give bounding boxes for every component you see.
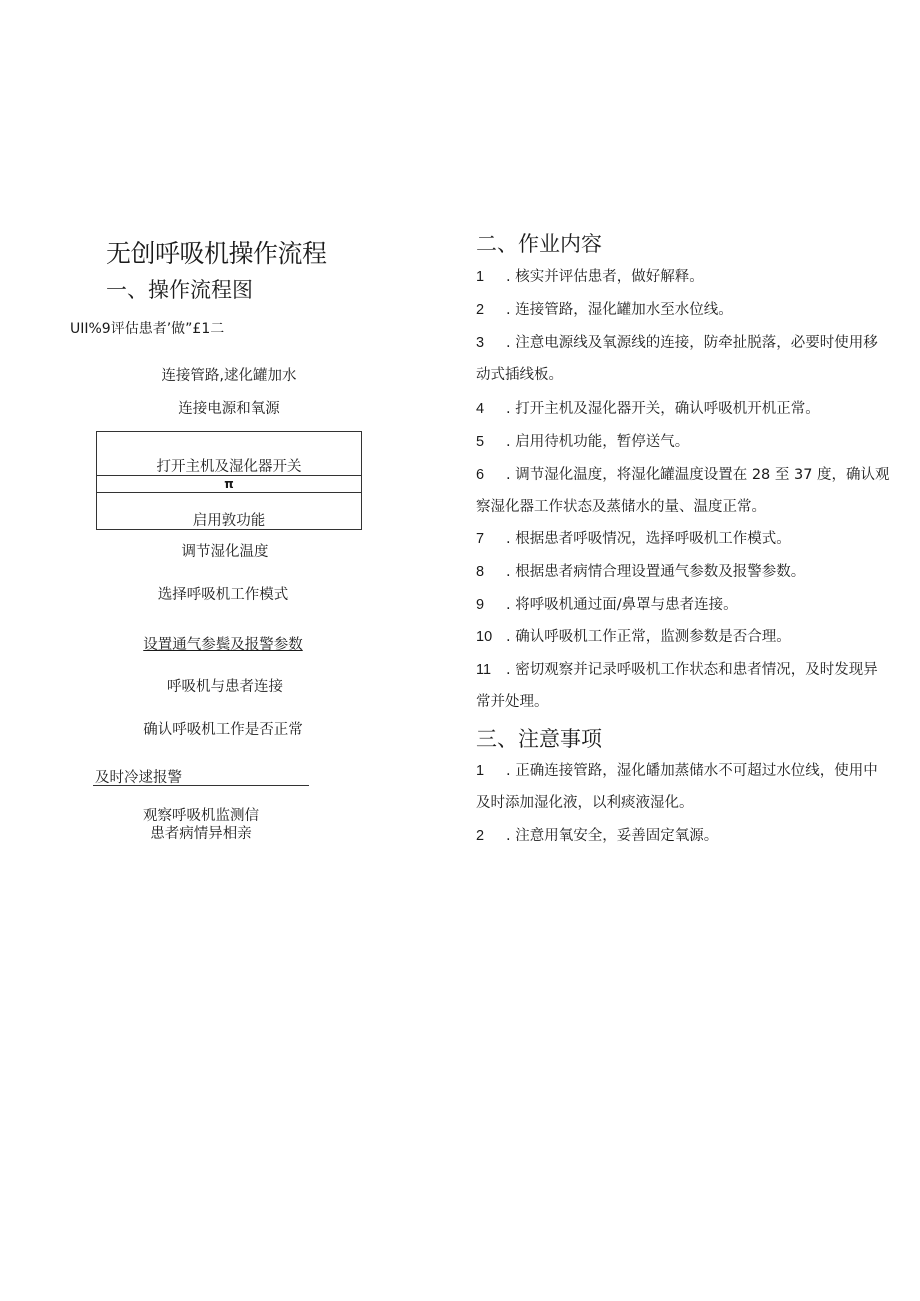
list-item: 1 . 核实并评估患者，做好解释。 — [476, 269, 704, 285]
flow-step-connect-power: 连接电源和氧源 — [178, 401, 280, 417]
list-item: 5 . 启用待机功能，暂停送气。 — [476, 434, 690, 450]
list-item: 7 . 根据患者呼吸情况，选择呼吸机工作模式。 — [476, 531, 791, 547]
flow-step-patient-status: 患者病情异相亲 — [150, 826, 252, 842]
flow-header: UII%9评估患者’做”£1二 — [70, 321, 225, 337]
flow-step-connect-tubing: 连接管路,逑化罐加水 — [161, 368, 297, 384]
list-item: 2 . 注意用氧安全，妥善固定氧源。 — [476, 828, 719, 844]
flow-arrow-glyph: π — [224, 477, 234, 491]
list-item: 4 . 打开主机及湿化器开关，确认呼吸机开机正常。 — [476, 401, 820, 417]
section-heading-flowchart: 一、操作流程图 — [106, 278, 253, 302]
list-item: 6 . 调节湿化温度，将湿化罐温度设置在 28 至 37 度，确认观 察湿化器工作状态及蒸储水的量、温度正常。 — [476, 467, 890, 515]
flow-step-monitor: 观察呼吸机监测信 — [143, 808, 259, 824]
section-heading-work-content: 二、作业内容 — [476, 232, 602, 256]
flow-step-parameters: 设置通气参鬓及报警参数 — [143, 637, 303, 653]
flow-step-patient-connect: 呼吸机与患者连接 — [167, 679, 283, 695]
flow-underline — [93, 785, 309, 786]
flow-step-confirm: 确认呼吸机工作是否正常 — [143, 722, 303, 738]
list-item: 9 . 将呼吸机通过面/鼻罩与患者连接。 — [476, 597, 738, 613]
list-item: 3 . 注意电源线及氧源线的连接，防牵扯脱落，必要时使用移 动式插线板。 — [476, 335, 878, 383]
section-heading-notes: 三、注意事项 — [476, 727, 602, 751]
list-item: 11 . 密切观察并记录呼吸机工作状态和患者情况，及时发现异 常并处理。 — [476, 662, 878, 710]
flow-step-power-on: 打开主机及湿化器开关 — [156, 459, 302, 475]
list-item: 10 . 确认呼吸机工作正常，监测参数是否合理。 — [476, 629, 791, 645]
list-item: 8 . 根据患者病情合理设置通气参数及报警参数。 — [476, 564, 806, 580]
flow-step-humidity: 调节湿化温度 — [181, 544, 269, 560]
flow-step-alarm: 及时冷逑报警 — [95, 770, 182, 786]
flow-box-divider — [96, 492, 362, 493]
list-item: 2 . 连接管路，湿化罐加水至水位线。 — [476, 302, 733, 318]
flow-step-standby: 启用敦功能 — [192, 513, 266, 529]
list-item: 1 . 正确连接管路，湿化皤加蒸储水不可超过水位线，使用中 及时添加湿化液，以利痰液湿化。 — [476, 763, 878, 811]
flow-step-mode: 选择呼吸机工作模式 — [157, 587, 289, 603]
page-title: 无创呼吸机操作流程 — [106, 239, 327, 268]
